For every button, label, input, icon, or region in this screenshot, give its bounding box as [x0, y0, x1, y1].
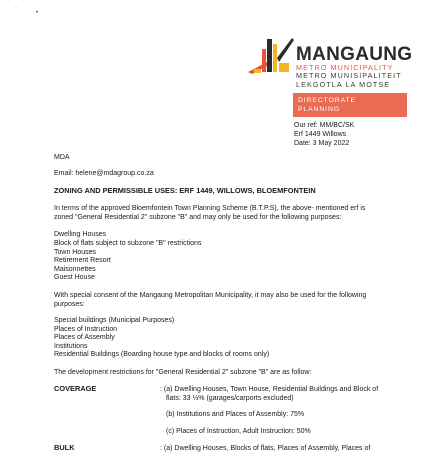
brand-line-3: LEKGOTLA LA MOTSE	[296, 79, 391, 89]
restrictions-intro: The development restrictions for "General Residential 2" subzone "B" are as follow:	[54, 369, 312, 376]
primary-use: Town Houses	[54, 249, 97, 256]
page-marks-dot: •	[36, 10, 39, 16]
email-line: Email: helene@mdagroup.co.za	[54, 170, 154, 177]
page-marks: ·	[15, 5, 19, 11]
mangaung-logo-icon	[248, 36, 294, 76]
brand-block	[296, 45, 412, 89]
consent-line-2: purposes:	[54, 301, 85, 308]
brand-line-1: METRO MUNICIPALITY	[296, 63, 394, 72]
erf-ref: Erf 1449 Willows	[294, 131, 347, 138]
coverage-label: COVERAGE	[54, 384, 97, 393]
primary-use: Retirement Resort	[54, 257, 111, 264]
primary-use: Block of flats subject to subzone "B" restrictions	[54, 240, 202, 247]
primary-use: Dwelling Houses	[54, 231, 107, 238]
consent-use: Special buildings (Municipal Purposes)	[54, 317, 175, 324]
consent-use: Institutions	[54, 343, 88, 350]
document-heading: ZONING AND PERMISSIBLE USES: ERF 1449, WILLOWS, BLOEMFONTEIN	[54, 186, 316, 195]
coverage-c: (c) Places of Instruction, Adult Instruction: 50%	[166, 428, 311, 435]
brand-name: MANGAUNG	[296, 44, 413, 65]
bulk-label: BULK	[54, 443, 75, 452]
consent-line-1: With special consent of the Mangaung Metropolitan Municipality, it may also be used for the following	[54, 292, 367, 299]
consent-use: Places of Instruction	[54, 326, 118, 333]
intro-line-1: In terms of the approved Bloemfontein Town Planning Scheme (B.T.P.S), the above- mentioned erf is	[54, 205, 366, 212]
date: Date: 3 May 2022	[294, 140, 350, 147]
intro-line-2: zoned "General Residential 2" subzone "B" and may only be used for the following purposes:	[54, 214, 342, 221]
bulk-a: : (a) Dwelling Houses, Blocks of flats, Places of Assembly, Places of	[160, 445, 371, 452]
coverage-a-line-2: flats: 33 ⅓% (garages/carports excluded)	[166, 395, 294, 402]
consent-use: Places of Assembly	[54, 334, 115, 341]
reference-block	[294, 121, 354, 148]
coverage-a-line-1: : (a) Dwelling Houses, Town House, Residential Buildings and Block of	[160, 386, 379, 393]
directorate-line-1: DIRECTORATE	[298, 97, 356, 104]
directorate-box	[293, 93, 407, 117]
recipient: MDA	[54, 154, 70, 161]
primary-use: Guest House	[54, 274, 95, 281]
consent-use: Residential Buildings (Boarding house type and blocks of rooms only)	[54, 351, 270, 358]
primary-use: Maisonnettes	[54, 266, 96, 273]
our-ref: Our ref: MM/BC/SK	[294, 122, 355, 129]
brand-line-2: METRO MUNISIPALITEIT	[296, 71, 402, 81]
directorate-line-2: PLANNING	[298, 106, 340, 113]
coverage-b: (b) Institutions and Places of Assembly: 75%	[166, 411, 305, 418]
